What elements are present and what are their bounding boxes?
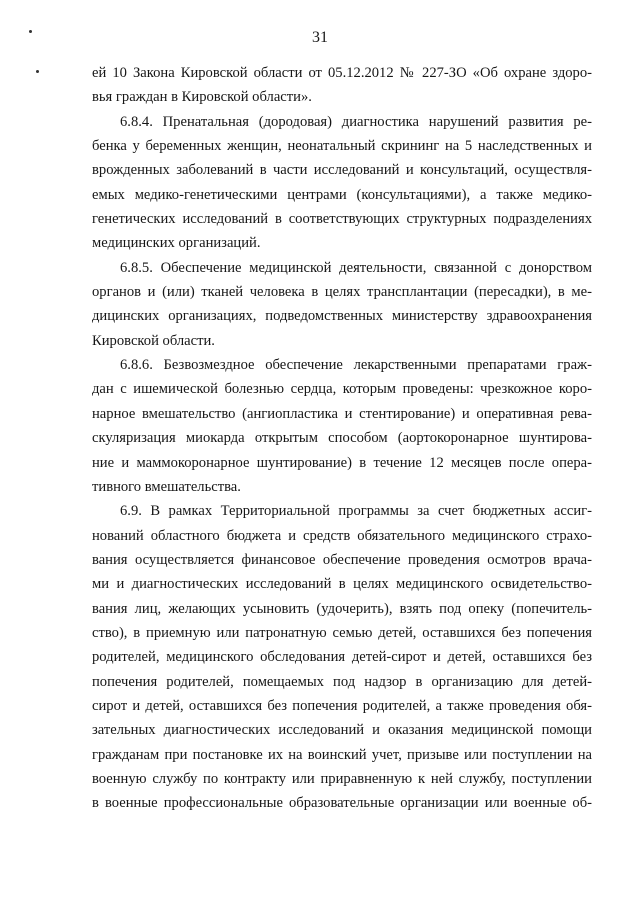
text-line: дан с ишемической болезнью сердца, которым проведены: чрезкожное коро- <box>92 381 592 398</box>
paragraph-6-8-6 <box>92 353 592 499</box>
text-line: емых медико-генетическими центрами (консультациями), а также медико- <box>92 186 592 203</box>
text-line: зательных диагностических исследований и оказания медицинской помощи <box>92 722 592 739</box>
text-line: нований областного бюджета и средств обязательного медицинского страхо- <box>92 527 592 544</box>
page-number: 31 <box>312 29 328 46</box>
text-line: вания лиц, желающих усыновить (удочерить), взять под опеку (попечитель- <box>92 600 592 617</box>
paragraph-6-8-5 <box>92 256 592 353</box>
text-line: гражданам при постановке их на воинский учет, призыве или поступлении на <box>92 746 592 763</box>
text-line: дицинских организациях, подведомственных министерству здравоохранения <box>92 308 592 325</box>
text-line: бенка у беременных женщин, неонатальный скрининг на 5 наследственных и <box>92 138 592 155</box>
text-line: вания осуществляется финансовое обеспечение проведения осмотров врача- <box>92 551 592 568</box>
text-line: в военные профессиональные образовательные организации или военные об- <box>92 795 592 812</box>
text-line: ние и маммокоронарное шунтирование) в течение 12 месяцев после опера- <box>92 454 592 471</box>
text-line: военную службу по контракту или приравненную к ней службу, поступлении <box>92 770 592 787</box>
text-line: 6.9. В рамках Территориальной программы за счет бюджетных ассиг- <box>120 503 592 520</box>
text-line: ей 10 Закона Кировской области от 05.12.2012 № 227-ЗО «Об охране здоро- <box>92 65 592 81</box>
text-line: органов и (или) тканей человека в целях трансплантации (пересадки), в ме- <box>92 284 592 301</box>
text-line: ство), в приемную или патронатную семью детей, оставшихся без попечения <box>92 624 592 641</box>
text-line: родителей, медицинского обследования детей-сирот и детей, оставшихся без <box>92 649 592 666</box>
text-line: нарное вмешательство (ангиопластика и стентирование) и оперативная рева- <box>92 405 592 422</box>
text-line: 6.8.5. Обеспечение медицинской деятельности, связанной с донорством <box>120 259 592 276</box>
text-line: медицинских организаций. <box>92 235 261 252</box>
paragraph-6-8-4 <box>92 110 592 256</box>
text-line: Кировской области. <box>92 332 215 349</box>
paragraph-6-9 <box>92 499 592 815</box>
scan-speck <box>36 70 39 73</box>
text-line: генетических исследований в соответствующих структурных подразделениях <box>92 211 592 228</box>
paragraph-continuation <box>92 61 592 110</box>
text-line: 6.8.6. Безвозмездное обеспечение лекарственными препаратами граж- <box>120 357 592 374</box>
text-line: скуляризация миокарда открытым способом (аортокоронарное шунтирова- <box>92 430 592 447</box>
text-line: вья граждан в Кировской области». <box>92 89 312 106</box>
text-line: тивного вмешательства. <box>92 478 241 495</box>
text-line: сирот и детей, оставшихся без попечения родителей, а также проведения обя- <box>92 697 592 714</box>
text-line: 6.8.4. Пренатальная (дородовая) диагностика нарушений развития ре- <box>120 113 592 130</box>
text-line: попечения родителей, помещаемых под надзор в организацию для детей- <box>92 673 592 690</box>
text-line: ми и диагностических исследований в целях медицинского освидетельство- <box>92 576 592 593</box>
body-text <box>92 61 592 816</box>
text-line: врожденных заболеваний в части исследований и консультаций, осуществля- <box>92 162 592 179</box>
